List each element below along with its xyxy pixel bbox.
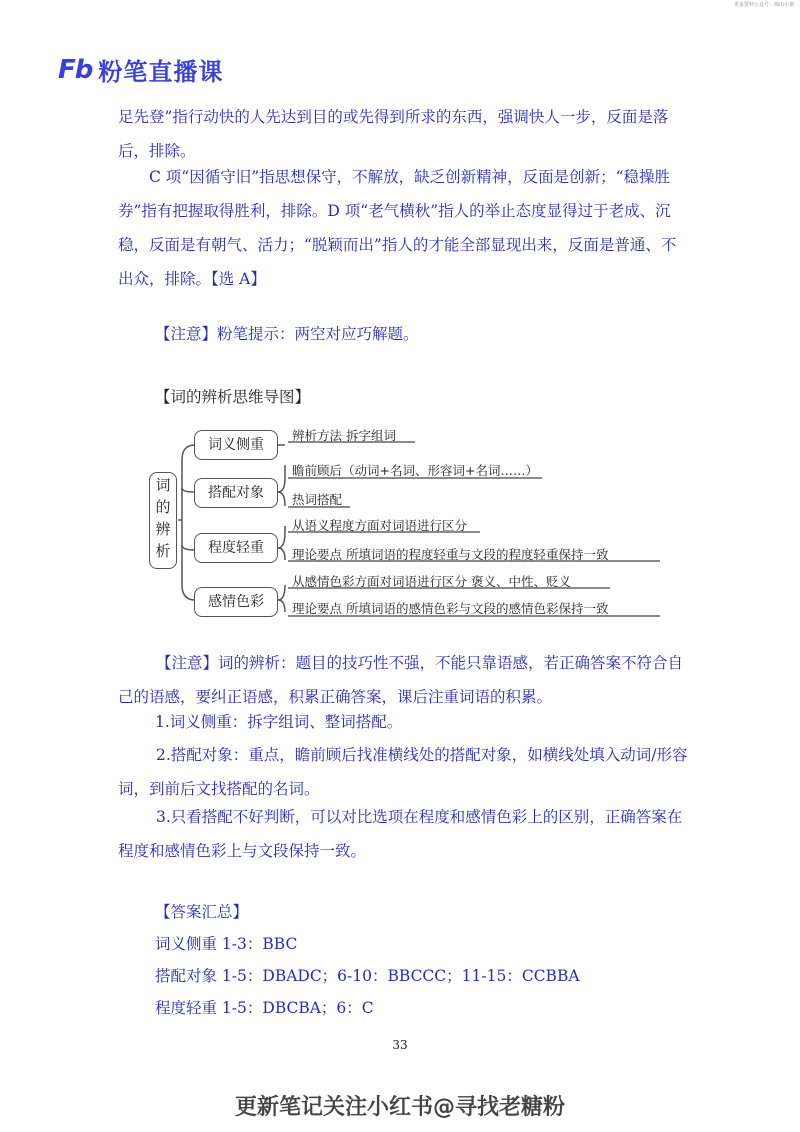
- brand-mark: Fb: [58, 54, 93, 85]
- mindmap-root-char: 辨: [155, 520, 171, 538]
- brand-logo: [58, 52, 223, 87]
- note-analysis: 【注意】词的辨析：题目的技巧性不强，不能只靠语感，若正确答案不符合自己的语感，要纠正语感，积累正确答案，课后注重词语的积累。: [118, 654, 684, 706]
- mindmap-root-char: 析: [155, 542, 171, 560]
- answer-line: 搭配对象 1-5：DBADC；6-10：BBCCC；11-15：CCBBA: [155, 967, 580, 985]
- brand-name: 粉笔直播课: [98, 58, 224, 86]
- mindmap-item: 理论要点 所填词语的程度轻重与文段的程度轻重保持一致: [292, 547, 609, 562]
- footer-banner: 更新笔记关注小红书@寻找老糖粉: [234, 1095, 565, 1120]
- mindmap-item: 瞻前顾后（动词+名词、形容词+名词……）: [292, 463, 538, 478]
- mindmap-item: 理论要点 所填词语的感情色彩与文段的感情色彩保持一致: [292, 601, 609, 616]
- mindmap-item: 辨析方法 拆字组词: [292, 428, 396, 443]
- point-1: 1.词义侧重：拆字组词、整词搭配。: [155, 713, 403, 731]
- point-3: 3.只看搭配不好判断，可以对比选项在程度和感情色彩上的区别，正确答案在程度和感情色彩上与文段保持一致。: [118, 808, 683, 860]
- mindmap-title: 【词的辨析思维导图】: [155, 388, 311, 406]
- top-note: 更多资料公众号：锦山小猪: [733, 2, 794, 8]
- answer-line: 程度轻重 1-5：DBCBA；6：C: [155, 999, 374, 1017]
- answer-line: 词义侧重 1-3：BBC: [155, 935, 298, 953]
- paragraph-1: 足先登”指行动快的人先达到目的或先得到所求的东西，强调快人一步，反面是落后，排除。: [118, 108, 669, 160]
- paragraph-2: C 项“因循守旧”指思想保守，不解放，缺乏创新精神，反面是创新；“稳操胜券”指有把握取得胜利，排除。D 项“老气横秋”指人的举止态度显得过于老成、沉稳，反面是有朝气、活力；“脱颖而出”指人的才能全部显现出来，反面是普通、不出众，排除。【选 A】: [118, 168, 677, 288]
- mindmap-branch-degree: 程度轻重: [194, 533, 278, 563]
- mindmap-branch-meaning: 词义侧重: [194, 430, 278, 460]
- note-tip: 【注意】粉笔提示：两空对应巧解题。: [155, 325, 419, 343]
- mindmap-branch-emotion: 感情色彩: [194, 587, 278, 617]
- mindmap-branch-collocation: 搭配对象: [194, 478, 278, 508]
- mindmap-root-char: 词: [155, 476, 171, 494]
- mindmap-root: [149, 472, 177, 569]
- mindmap-item: 从感情色彩方面对词语进行区分 褒义、中性、贬义: [292, 574, 571, 589]
- mindmap-item: 从语义程度方面对词语进行区分: [292, 518, 468, 533]
- mindmap-item: 热词搭配: [292, 492, 343, 507]
- point-2: 2.搭配对象：重点，瞻前顾后找准横线处的搭配对象，如横线处填入动词/形容词，到前后文找搭配的名词。: [118, 746, 688, 798]
- mindmap-root-char: 的: [155, 498, 171, 516]
- page-number: 33: [392, 1038, 408, 1052]
- answers-title: 【答案汇总】: [155, 903, 249, 921]
